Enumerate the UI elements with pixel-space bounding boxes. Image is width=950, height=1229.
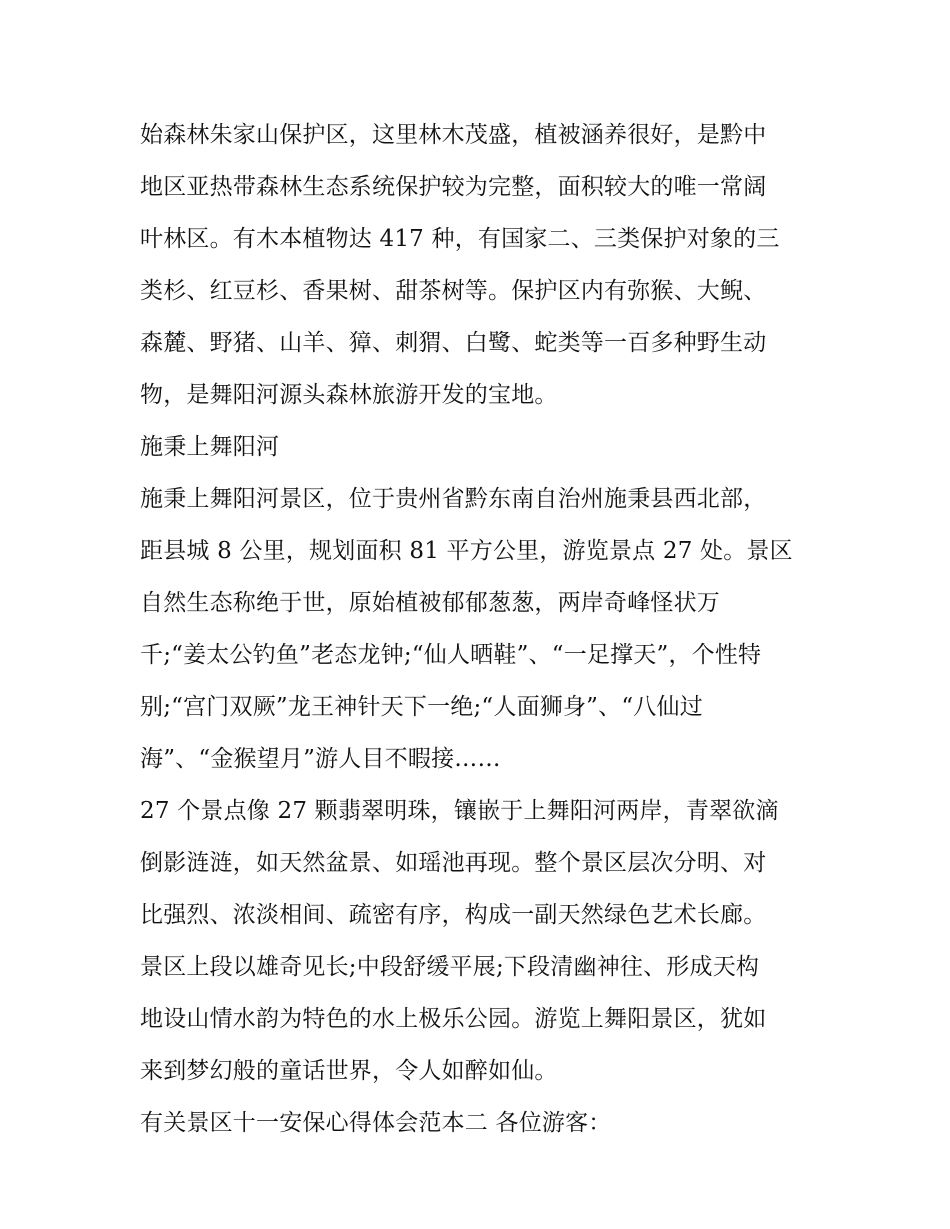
text-line: 地设山情水韵为特色的水上极乐公园。游览上舞阳景区，犹如 — [140, 1006, 767, 1032]
text-line: 海”、“金猴望月”游人目不暇接…… — [140, 746, 501, 772]
text-line: 施秉上舞阳河景区，位于贵州省黔东南自治州施秉县西北部， — [140, 486, 767, 512]
text-line: 倒影涟涟，如天然盆景、如瑶池再现。整个景区层次分明、对 — [140, 850, 767, 876]
section-heading: 施秉上舞阳河 — [140, 434, 280, 460]
text-line: 始森林朱家山保护区，这里林木茂盛，植被涵养很好，是黔中 — [140, 122, 767, 148]
text-line: 别;“宫门双厥”龙王神针天下一绝;“人面狮身”、“八仙过 — [140, 694, 703, 720]
text-line: 自然生态称绝于世，原始植被郁郁葱葱，两岸奇峰怪状万 — [140, 590, 720, 616]
text-line: 27 个景点像 27 颗翡翠明珠，镶嵌于上舞阳河两岸，青翠欲滴 — [140, 798, 779, 824]
text-line: 森麓、野猪、山羊、獐、刺猬、白鹭、蛇类等一百多种野生动 — [140, 330, 767, 356]
text-line: 千;“姜太公钓鱼”老态龙钟;“仙人晒鞋”、“一足撑天”，个性特 — [140, 642, 762, 668]
text-line: 景区上段以雄奇见长;中段舒缓平展;下段清幽神往、形成天构 — [140, 954, 760, 980]
text-line: 类杉、红豆杉、香果树、甜茶树等。保护区内有弥猴、大鲵、 — [140, 278, 767, 304]
text-line: 叶林区。有木本植物达 417 种，有国家二、三类保护对象的三 — [140, 226, 780, 252]
text-line: 来到梦幻般的童话世界，令人如醉如仙。 — [140, 1058, 558, 1084]
body-text — [140, 109, 830, 1149]
text-line: 物，是舞阳河源头森林旅游开发的宝地。 — [140, 382, 558, 408]
text-line: 距县城 8 公里，规划面积 81 平方公里，游览景点 27 处。景区 — [140, 538, 793, 564]
text-line: 有关景区十一安保心得体会范本二 各位游客： — [140, 1110, 612, 1136]
text-line: 地区亚热带森林生态系统保护较为完整，面积较大的唯一常阔 — [140, 174, 767, 200]
text-line: 比强烈、浓淡相间、疏密有序，构成一副天然绿色艺术长廊。 — [140, 902, 767, 928]
